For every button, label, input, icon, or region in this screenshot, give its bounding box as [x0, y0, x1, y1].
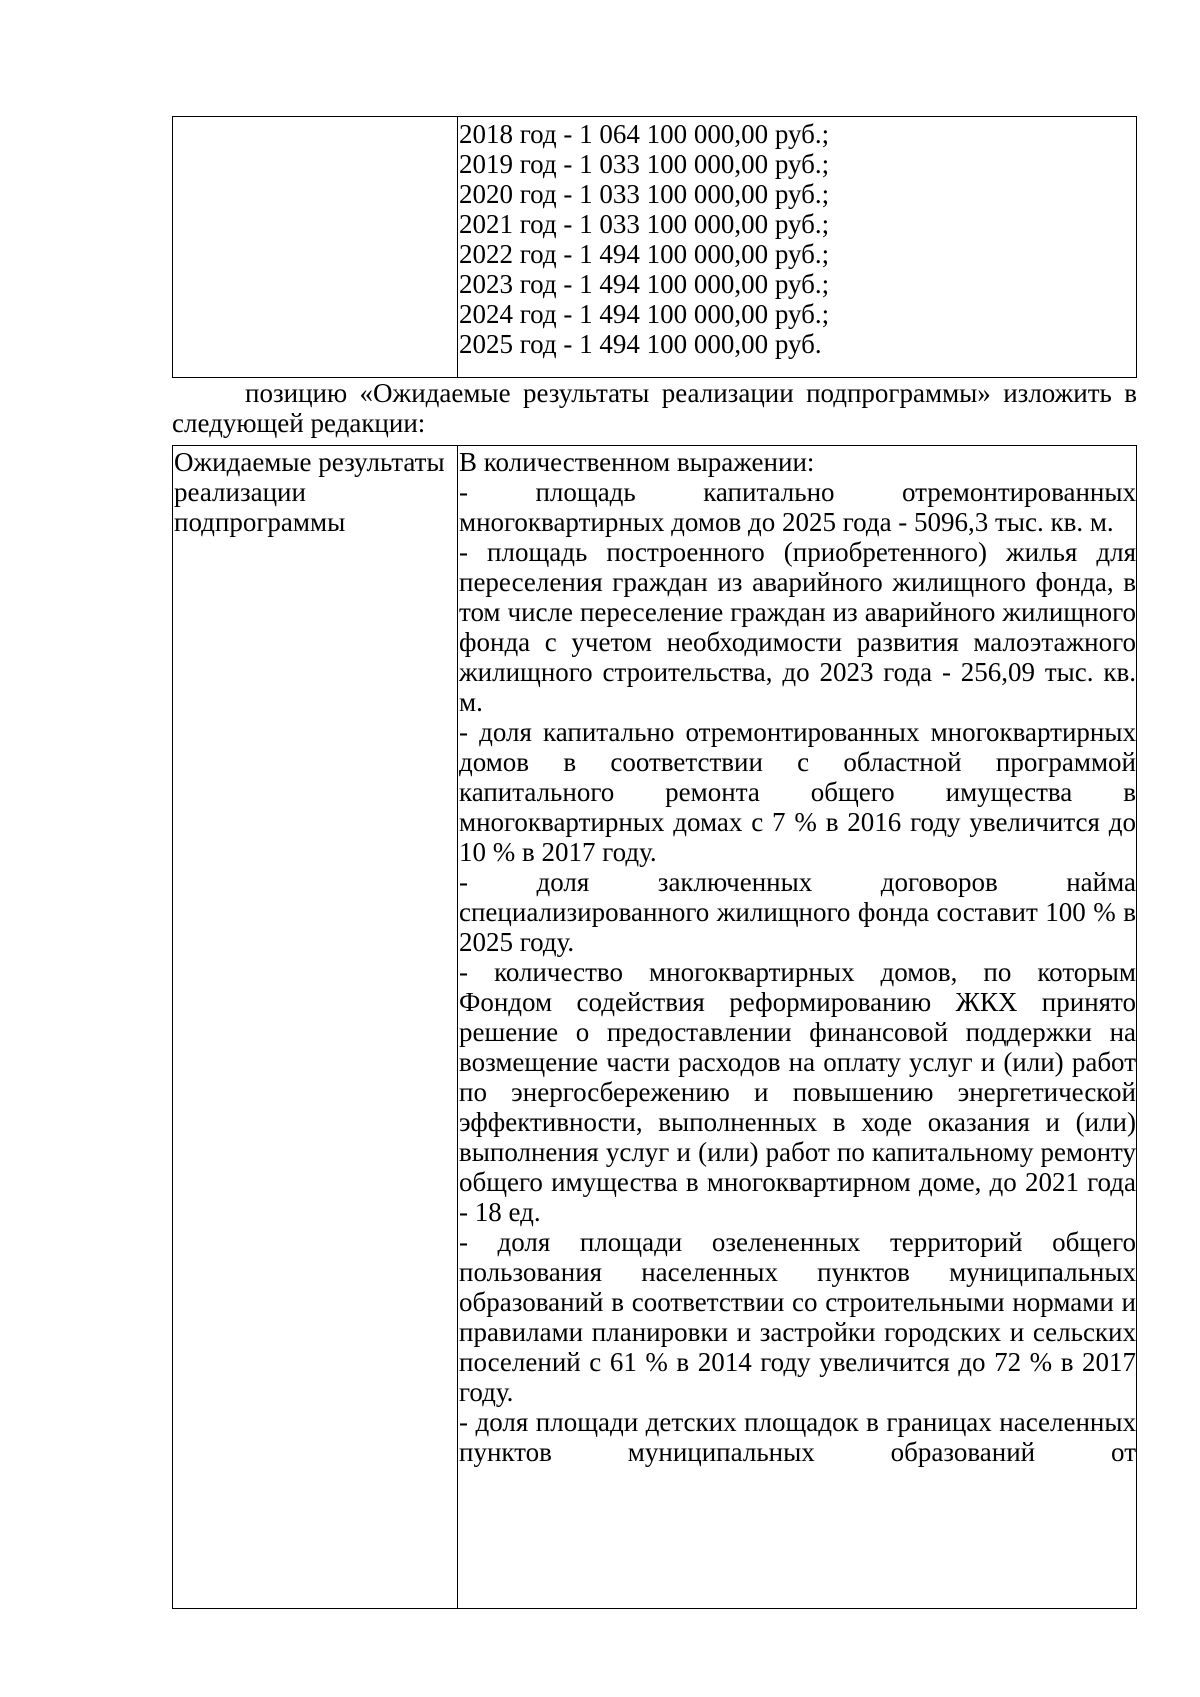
- funding-line-2019: 2019 год - 1 033 100 000,00 руб.;: [459, 149, 830, 179]
- result-item-capital-repair-area: - площадь капитально отремонтированных многоквартирных домов до 2025 года - 5096,3 тыс. кв. м.: [459, 477, 1136, 537]
- funding-table-right-cell: [458, 117, 1136, 377]
- funding-line-2020: 2020 год - 1 033 100 000,00 руб.;: [459, 179, 830, 209]
- results-table: [172, 445, 1137, 1609]
- funding-line-2018: 2018 год - 1 064 100 000,00 руб.;: [459, 119, 830, 149]
- results-table-left-cell: Ожидаемые результаты реализации подпрограммы: [173, 446, 458, 1608]
- results-heading: В количественном выражении:: [459, 447, 815, 477]
- funding-line-2023: 2023 год - 1 494 100 000,00 руб.;: [459, 269, 830, 299]
- funding-line-2021: 2021 год - 1 033 100 000,00 руб.;: [459, 209, 830, 239]
- intro-paragraph: позицию «Ожидаемые результаты реализации подпрограммы» изложить в следующей редакции:: [172, 378, 1137, 438]
- result-item-repaired-houses-share: - доля капитально отремонтированных многоквартирных домов в соответствии с областной программой капитального ремонта общего имущества в многоквартирных домах с 7 % в 2016 году увеличится до 10 % в 2017 году.: [459, 717, 1136, 867]
- funding-table-left-cell: [173, 117, 458, 377]
- result-item-green-areas-share: - доля площади озелененных территорий общего пользования населенных пунктов муниципальных образований в соответствии со строительными нормами и правилами планировки и застройки городских и сельских поселений с 61 % в 2014 году увеличится до 72 % в 2017 году.: [459, 1227, 1136, 1407]
- funding-line-2024: 2024 год - 1 494 100 000,00 руб.;: [459, 299, 830, 329]
- result-item-resettlement-housing: - площадь построенного (приобретенного) жилья для переселения граждан из аварийного жилищного фонда, в том числе переселение граждан из аварийного жилищного фонда с учетом необходимости развития малоэтажного жилищного строительства, до 2023 года - 256,09 тыс. кв. м.: [459, 537, 1136, 717]
- result-item-energy-efficiency-houses: - количество многоквартирных домов, по которым Фондом содействия реформированию ЖКХ принято решение о предоставлении финансовой поддержки на возмещение части расходов на оплату услуг и (или) работ по энергосбережению и повышению энергетической эффективности, выполненных в ходе оказания и (или) выполнения услуг и (или) работ по капитальному ремонту общего имущества в многоквартирном доме, до 2021 года - 18 ед.: [459, 957, 1136, 1227]
- funding-line-2022: 2022 год - 1 494 100 000,00 руб.;: [459, 239, 830, 269]
- result-item-playgrounds-share: - доля площади детских площадок в границах населенных пунктов муниципальных образований от: [459, 1407, 1136, 1467]
- results-table-right-cell: [458, 446, 1136, 1608]
- funding-table: [172, 116, 1137, 378]
- result-item-rental-contracts-share: - доля заключенных договоров найма специализированного жилищного фонда составит 100 % в 2025 году.: [459, 867, 1136, 957]
- funding-line-2025: 2025 год - 1 494 100 000,00 руб.: [459, 329, 822, 359]
